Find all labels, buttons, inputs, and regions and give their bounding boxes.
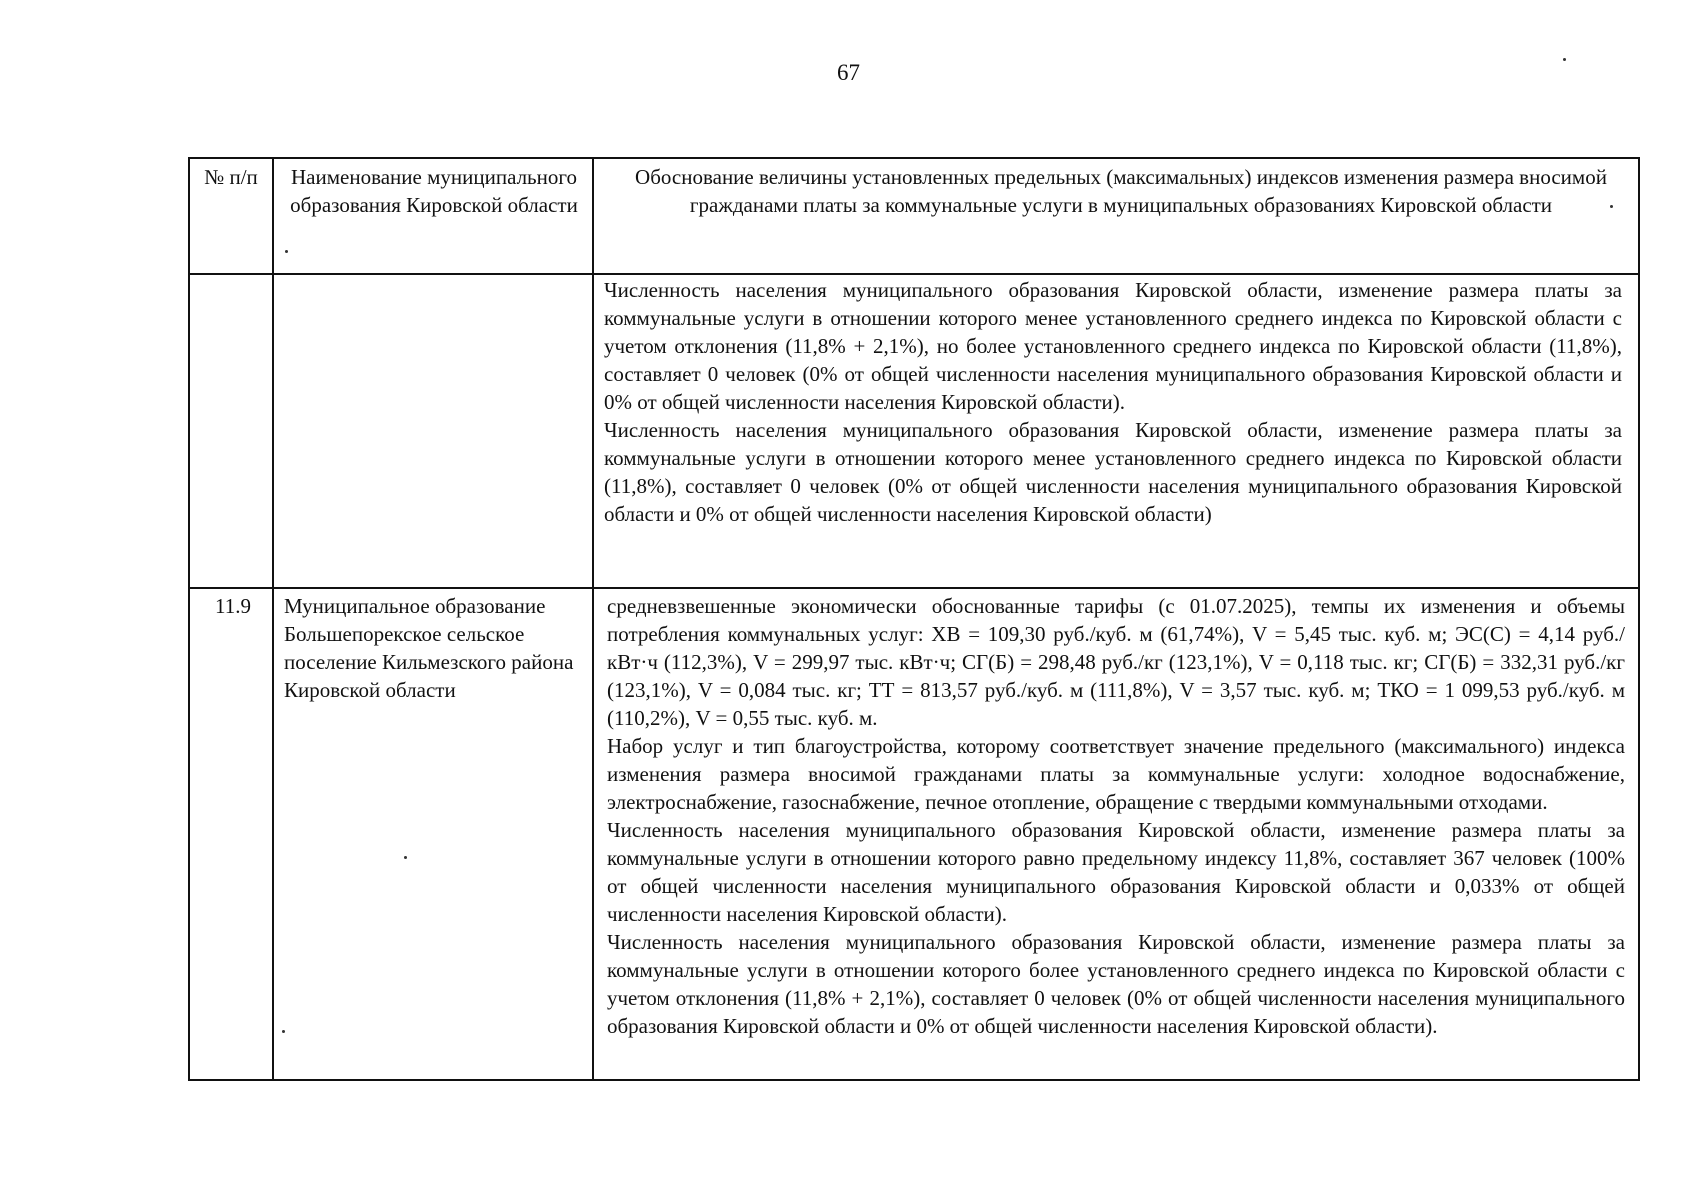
tariff-justification-table bbox=[188, 157, 1640, 1081]
header-number: № п/п bbox=[204, 165, 258, 189]
row-continued-municipality bbox=[278, 283, 584, 573]
row-11-9-number: 11.9 bbox=[215, 594, 251, 618]
justification-paragraph: Численность населения муниципального образования Кировской области, изменение размера платы за коммунальные услуги в отношении которого менее установленного среднего индекса по Кировской области (11,8%), составляет 0 человек (0% от общей численности населения муниципального образования Кировской области и 0% от общей численности населения Кировской области) bbox=[604, 418, 1622, 526]
column-divider-municipality bbox=[592, 159, 594, 1079]
justification-paragraph: Набор услуг и тип благоустройства, которому соответствует значение предельного (максимального) индекса изменения размера вносимой гражданами платы за коммунальные услуги: холодное водоснабжение, электроснабжение, газоснабжение, печное отопление, обращение с твердыми коммунальными отходами. bbox=[607, 734, 1625, 814]
scan-speck bbox=[285, 250, 288, 253]
row-11-9-justification bbox=[607, 592, 1625, 1072]
row-continued-number bbox=[196, 283, 266, 573]
scan-speck bbox=[1610, 205, 1613, 208]
header-row-divider bbox=[190, 273, 1638, 275]
scan-speck bbox=[1563, 58, 1566, 61]
justification-paragraph: Численность населения муниципального образования Кировской области, изменение размера платы за коммунальные услуги в отношении которого менее установленного среднего индекса по Кировской области с учетом отклонения (11,8% + 2,1%), но более установленного среднего индекса по Кировской области (11,8%), составляет 0 человек (0% от общей численности населения муниципального образования Кировской области и 0% от общей численности населения Кировской области). bbox=[604, 278, 1622, 414]
justification-paragraph: Численность населения муниципального образования Кировской области, изменение размера платы за коммунальные услуги в отношении которого равно предельному индексу 11,8%, составляет 367 человек (100% от общей численности населения муниципального образования Кировской области и 0,033% от общей численности населения Кировской области). bbox=[607, 818, 1625, 926]
column-divider-number bbox=[272, 159, 274, 1079]
justification-paragraph: Численность населения муниципального образования Кировской области, изменение размера платы за коммунальные услуги в отношении которого более установленного среднего индекса по Кировской области с учетом отклонения (11,8% + 2,1%), составляет 0 человек (0% от общей численности населения муниципального образования Кировской области и 0% от общей численности населения Кировской области). bbox=[607, 930, 1625, 1038]
header-justification: Обоснование величины установленных предельных (максимальных) индексов изменения размера вносимой гражданами платы за коммунальные услуги в муниципальных образованиях Кировской области bbox=[635, 165, 1607, 217]
row-11-9-municipality: Муниципальное образование Большепорекское сельское поселение Кильмезского района Кировской области bbox=[284, 594, 574, 702]
scan-speck bbox=[282, 1030, 285, 1033]
page-number: 67 bbox=[837, 60, 860, 85]
scan-speck bbox=[404, 856, 407, 859]
row-continued-justification bbox=[604, 276, 1622, 588]
header-municipality: Наименование муниципального образования Кировской области bbox=[290, 165, 578, 217]
justification-paragraph: средневзвешенные экономически обоснованные тарифы (с 01.07.2025), темпы их изменения и объемы потребления коммунальных услуг: ХВ = 109,30 руб./куб. м (61,74%), V = 5,45 тыс. куб. м; ЭС(С) = 4,14 руб./кВт·ч (112,3%), V = 299,97 тыс. кВт·ч; СГ(Б) = 298,48 руб./кг (123,1%), V = 0,118 тыс. кг; СГ(Б) = 332,31 руб./кг (123,1%), V = 0,084 тыс. кг; ТТ = 813,57 руб./куб. м (111,8%), V = 3,57 тыс. куб. м; ТКО = 1 099,53 руб./куб. м (110,2%), V = 0,55 тыс. куб. м. bbox=[607, 594, 1625, 730]
